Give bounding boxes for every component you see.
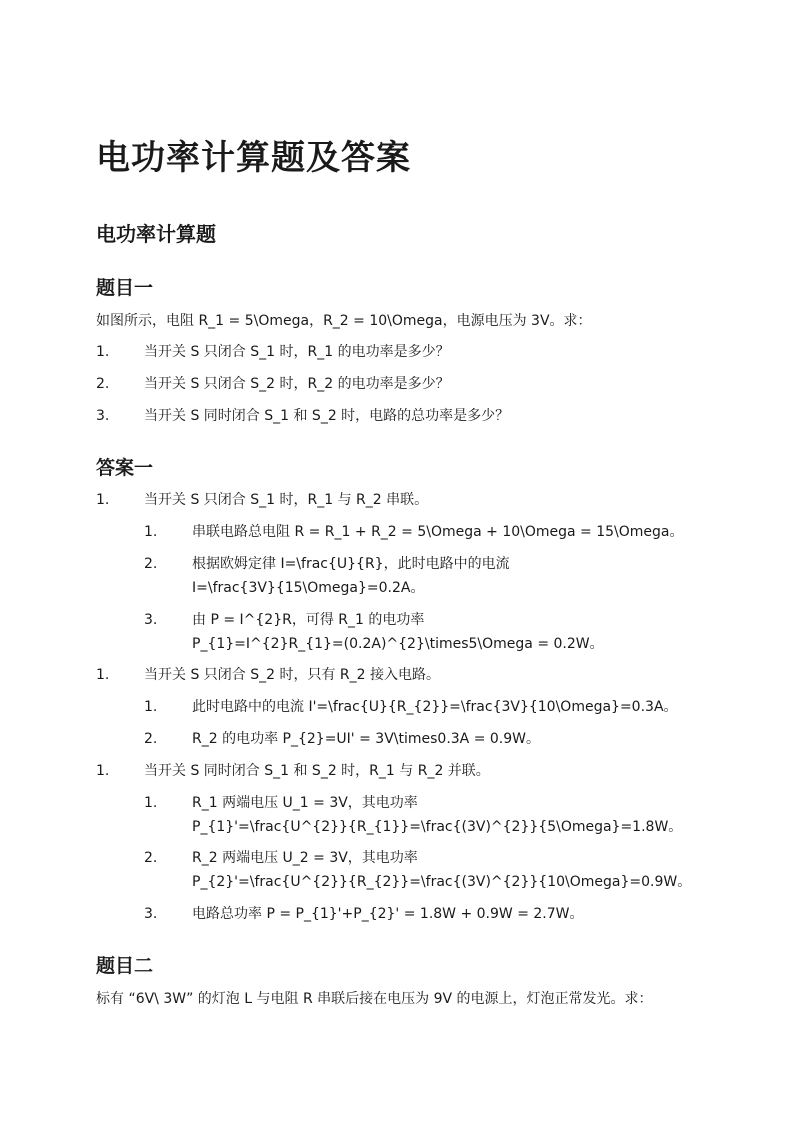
list-number: 1. xyxy=(96,763,110,779)
list-number: 2. xyxy=(144,850,158,866)
list-number: 1. xyxy=(144,795,158,811)
step-line: 串联电路总电阻 R = R_1 + R_2 = 5\Omega + 10\Omega = 15\Omega。 xyxy=(192,524,684,540)
step-line: I=\frac{3V}{15\Omega}=0.2A。 xyxy=(192,580,425,596)
list-number: 1. xyxy=(96,492,110,508)
list-number: 1. xyxy=(144,699,158,715)
list-number: 1. xyxy=(144,524,158,540)
problem1-heading: 题目一 xyxy=(96,277,154,299)
step-line: 由 P = I^{2}R，可得 R_1 的电功率 xyxy=(192,612,425,628)
list-number: 2. xyxy=(144,731,158,747)
answer1-heading: 答案一 xyxy=(96,457,154,479)
question-text: 当开关 S 同时闭合 S_1 和 S_2 时，电路的总功率是多少？ xyxy=(144,408,510,424)
question-text: 当开关 S 只闭合 S_1 时，R_1 的电功率是多少？ xyxy=(144,344,450,360)
section-title: 电功率计算题 xyxy=(96,222,216,246)
step-line: P_{1}'=\frac{U^{2}}{R_{1}}=\frac{(3V)^{2}}{5\Omega}=1.8W。 xyxy=(192,819,683,835)
answer-part-text: 当开关 S 同时闭合 S_1 和 S_2 时，R_1 与 R_2 并联。 xyxy=(144,763,490,779)
problem1-intro: 如图所示，电阻 R_1 = 5\Omega，R_2 = 10\Omega，电源电压为 3V。求： xyxy=(96,313,592,329)
list-number: 2. xyxy=(144,556,158,572)
list-number: 1. xyxy=(96,344,110,360)
step-line: P_{2}'=\frac{U^{2}}{R_{2}}=\frac{(3V)^{2}}{10\Omega}=0.9W。 xyxy=(192,874,692,890)
document-title: 电功率计算题及答案 xyxy=(96,138,411,178)
list-number: 2. xyxy=(96,376,110,392)
problem2-heading: 题目二 xyxy=(96,955,154,977)
answer-part-text: 当开关 S 只闭合 S_2 时，只有 R_2 接入电路。 xyxy=(144,667,441,683)
step-line: R_2 两端电压 U_2 = 3V，其电功率 xyxy=(192,850,418,866)
step-line: R_2 的电功率 P_{2}=UI' = 3V\times0.3A = 0.9W。 xyxy=(192,731,540,747)
list-number: 1. xyxy=(96,667,110,683)
step-line: 此时电路中的电流 I'=\frac{U}{R_{2}}=\frac{3V}{10\Omega}=0.3A。 xyxy=(192,699,678,715)
step-line: R_1 两端电压 U_1 = 3V，其电功率 xyxy=(192,795,418,811)
step-line: 根据欧姆定律 I=\frac{U}{R}，此时电路中的电流 xyxy=(192,556,510,572)
answer-part-text: 当开关 S 只闭合 S_1 时，R_1 与 R_2 串联。 xyxy=(144,492,429,508)
question-text: 当开关 S 只闭合 S_2 时，R_2 的电功率是多少？ xyxy=(144,376,450,392)
list-number: 3. xyxy=(96,408,110,424)
list-number: 3. xyxy=(144,906,158,922)
problem2-intro: 标有 “6V\ 3W” 的灯泡 L 与电阻 R 串联后接在电压为 9V 的电源上，灯泡正常发光。求： xyxy=(96,991,653,1007)
list-number: 3. xyxy=(144,612,158,628)
step-line: 电路总功率 P = P_{1}'+P_{2}' = 1.8W + 0.9W = 2.7W。 xyxy=(192,906,584,922)
step-line: P_{1}=I^{2}R_{1}=(0.2A)^{2}\times5\Omega = 0.2W。 xyxy=(192,636,604,652)
